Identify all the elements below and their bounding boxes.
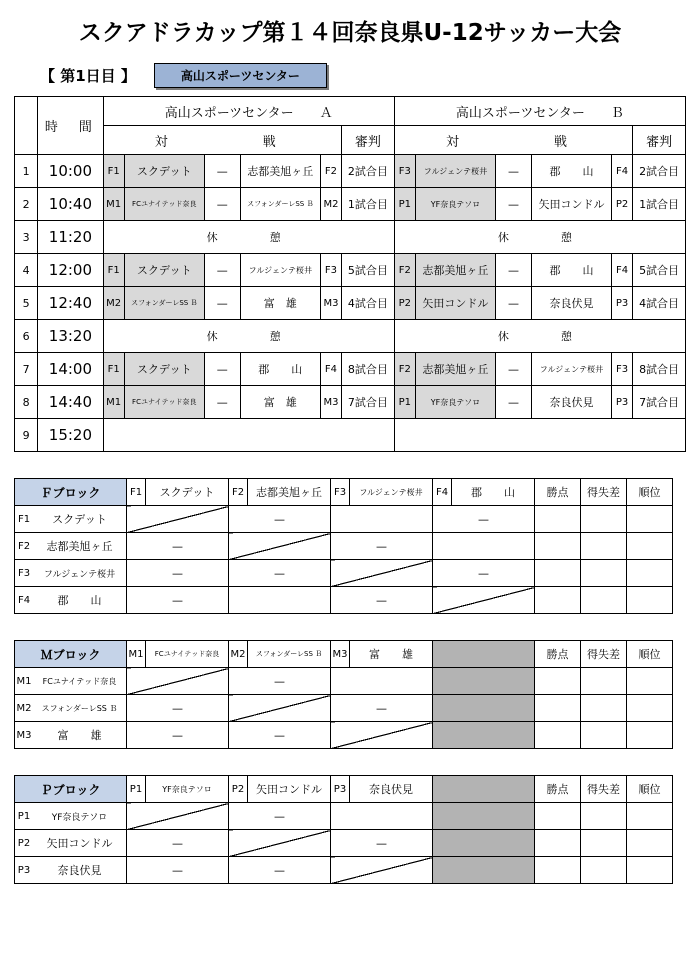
away-code: M2 bbox=[320, 188, 341, 221]
home-team: FCユナイテッド奈良 bbox=[124, 386, 204, 419]
home-code: F2 bbox=[394, 254, 415, 287]
block-column-team: 富 雄 bbox=[369, 648, 413, 661]
home-code: P1 bbox=[394, 188, 415, 221]
away-code: F3 bbox=[612, 353, 633, 386]
col-header-court-a: 高山スポーツセンター Ａ bbox=[103, 97, 394, 126]
away-team: 奈良伏見 bbox=[531, 386, 611, 419]
block-column-code: P1 bbox=[127, 776, 146, 802]
home-team: フルジェンテ桜井 bbox=[415, 155, 495, 188]
block-row-header bbox=[15, 803, 127, 830]
block-stat-cell bbox=[535, 587, 581, 614]
block-column-team: YF奈良テソロ bbox=[162, 784, 212, 794]
row-number: 8 bbox=[15, 386, 38, 419]
score-dash: — bbox=[204, 155, 240, 188]
block-row-code: F2 bbox=[17, 540, 31, 552]
home-code: M2 bbox=[103, 287, 124, 320]
block-row-header bbox=[15, 830, 127, 857]
venue-badge: 高山スポーツセンター bbox=[154, 63, 327, 88]
block-stat-cell bbox=[627, 668, 673, 695]
block-result-cell bbox=[331, 668, 433, 695]
block-column-code: P2 bbox=[229, 776, 248, 802]
block-row-code: F3 bbox=[17, 567, 31, 579]
block-row-header bbox=[15, 695, 127, 722]
referee-cell: 2試合目 bbox=[341, 155, 394, 188]
block-column-header bbox=[229, 776, 331, 803]
block-self-cell bbox=[127, 506, 229, 533]
tournament-schedule-page bbox=[0, 14, 700, 974]
row-number: 1 bbox=[15, 155, 38, 188]
block-blank-cell bbox=[433, 722, 535, 749]
block-stat-cell bbox=[535, 830, 581, 857]
block-blank-cell bbox=[433, 857, 535, 884]
block-self-cell bbox=[331, 857, 433, 884]
block-row-code: M1 bbox=[16, 675, 32, 687]
block-row-header bbox=[15, 722, 127, 749]
block-table-wrapper bbox=[0, 478, 700, 614]
block-table bbox=[14, 478, 673, 614]
home-team: スクデット bbox=[124, 155, 204, 188]
empty-cell bbox=[103, 419, 394, 452]
away-team: フルジェンテ桜井 bbox=[531, 353, 611, 386]
block-row-team: YF奈良テソロ bbox=[51, 812, 108, 823]
block-row-team: スフォンダーレSS Ｂ bbox=[41, 703, 118, 713]
block-result-cell: — bbox=[127, 587, 229, 614]
block-row-code: P1 bbox=[17, 810, 31, 822]
block-stat-header: 勝点 bbox=[535, 776, 581, 803]
block-column-code: F3 bbox=[331, 479, 350, 505]
row-time: 11:20 bbox=[38, 221, 103, 254]
block-row-team: 郡 山 bbox=[57, 594, 102, 607]
block-self-cell bbox=[229, 830, 331, 857]
block-result-cell bbox=[229, 587, 331, 614]
home-code: M1 bbox=[103, 188, 124, 221]
block-stat-cell bbox=[627, 560, 673, 587]
away-team: フルジェンテ桜井 bbox=[240, 254, 320, 287]
home-team: スクデット bbox=[124, 353, 204, 386]
row-time: 15:20 bbox=[38, 419, 103, 452]
referee-cell: 1試合目 bbox=[341, 188, 394, 221]
block-stat-cell bbox=[581, 506, 627, 533]
block-column-team: スクデット bbox=[159, 486, 215, 499]
schedule-table bbox=[14, 96, 686, 452]
referee-cell: 4試合目 bbox=[341, 287, 394, 320]
block-column-team: 志都美旭ヶ丘 bbox=[256, 486, 322, 499]
block-column-header bbox=[433, 641, 535, 668]
block-tables bbox=[0, 478, 700, 884]
block-result-cell: — bbox=[127, 533, 229, 560]
row-time: 14:40 bbox=[38, 386, 103, 419]
away-code: F4 bbox=[612, 155, 633, 188]
schedule-row bbox=[15, 155, 686, 188]
block-column-code: M2 bbox=[229, 641, 248, 667]
block-header-row bbox=[15, 479, 673, 506]
block-stat-cell bbox=[581, 857, 627, 884]
block-column-code: F1 bbox=[127, 479, 146, 505]
home-team: スフォンダーレSS Ｂ bbox=[124, 287, 204, 320]
empty-cell bbox=[394, 419, 685, 452]
home-team: 志都美旭ヶ丘 bbox=[415, 254, 495, 287]
block-blank-cell bbox=[433, 668, 535, 695]
row-number: 6 bbox=[15, 320, 38, 353]
home-team: 矢田コンドル bbox=[415, 287, 495, 320]
block-result-cell: — bbox=[127, 695, 229, 722]
block-result-cell: — bbox=[229, 560, 331, 587]
block-result-cell: — bbox=[127, 722, 229, 749]
score-dash: — bbox=[496, 353, 532, 386]
block-self-cell bbox=[229, 695, 331, 722]
block-column-team: 郡 山 bbox=[471, 486, 515, 499]
col-header-match-a: 対 戦 bbox=[103, 126, 341, 155]
block-stat-cell bbox=[581, 560, 627, 587]
away-team: 郡 山 bbox=[240, 353, 320, 386]
block-column-team: FCユナイテッド奈良 bbox=[154, 650, 220, 658]
block-column-header bbox=[229, 641, 331, 668]
block-blank-cell bbox=[433, 695, 535, 722]
referee-cell: 5試合目 bbox=[341, 254, 394, 287]
col-header-referee-a: 審判 bbox=[341, 126, 394, 155]
block-result-cell: — bbox=[229, 857, 331, 884]
away-team: 郡 山 bbox=[531, 254, 611, 287]
block-row-code: P3 bbox=[17, 864, 31, 876]
block-table bbox=[14, 775, 673, 884]
row-time: 12:00 bbox=[38, 254, 103, 287]
page-title: スクアドラカップ第１４回奈良県U-12サッカー大会 bbox=[78, 20, 622, 46]
block-row-team: 志都美旭ヶ丘 bbox=[46, 540, 113, 553]
home-team: FCユナイテッド奈良 bbox=[124, 188, 204, 221]
block-stat-cell bbox=[581, 803, 627, 830]
away-team: 奈良伏見 bbox=[531, 287, 611, 320]
row-number: 2 bbox=[15, 188, 38, 221]
block-result-cell: — bbox=[331, 830, 433, 857]
block-row-team: FCユナイテッド奈良 bbox=[42, 676, 117, 686]
home-team: スクデット bbox=[124, 254, 204, 287]
block-row-header bbox=[15, 857, 127, 884]
block-result-cell bbox=[433, 533, 535, 560]
block-stat-cell bbox=[581, 533, 627, 560]
block-result-cell: — bbox=[331, 695, 433, 722]
row-time: 14:00 bbox=[38, 353, 103, 386]
away-team: 富 雄 bbox=[240, 386, 320, 419]
schedule-row bbox=[15, 419, 686, 452]
block-column-team: 奈良伏見 bbox=[369, 783, 413, 796]
block-self-cell bbox=[127, 803, 229, 830]
block-column-code: M3 bbox=[331, 641, 350, 667]
away-code: M3 bbox=[320, 386, 341, 419]
block-stat-cell bbox=[535, 803, 581, 830]
block-blank-cell bbox=[433, 803, 535, 830]
block-column-header bbox=[331, 641, 433, 668]
schedule-header-row-2 bbox=[15, 126, 686, 155]
block-stat-cell bbox=[535, 506, 581, 533]
block-result-cell: — bbox=[433, 560, 535, 587]
away-code: F4 bbox=[612, 254, 633, 287]
block-row-header bbox=[15, 533, 127, 560]
block-self-cell bbox=[433, 587, 535, 614]
block-table-wrapper bbox=[0, 640, 700, 749]
block-row bbox=[15, 668, 673, 695]
row-time: 10:40 bbox=[38, 188, 103, 221]
score-dash: — bbox=[204, 353, 240, 386]
referee-cell: 5試合目 bbox=[633, 254, 686, 287]
away-code: M3 bbox=[320, 287, 341, 320]
block-column-header bbox=[229, 479, 331, 506]
block-column-header bbox=[127, 641, 229, 668]
block-result-cell: — bbox=[127, 857, 229, 884]
away-team: 郡 山 bbox=[531, 155, 611, 188]
referee-cell: 7試合目 bbox=[341, 386, 394, 419]
away-code: P3 bbox=[612, 386, 633, 419]
home-code: M1 bbox=[103, 386, 124, 419]
block-stat-cell bbox=[581, 830, 627, 857]
block-stat-header: 得失差 bbox=[581, 641, 627, 668]
block-row bbox=[15, 722, 673, 749]
score-dash: — bbox=[496, 155, 532, 188]
block-self-cell bbox=[229, 533, 331, 560]
home-code: F2 bbox=[394, 353, 415, 386]
block-row bbox=[15, 695, 673, 722]
referee-cell: 1試合目 bbox=[633, 188, 686, 221]
score-dash: — bbox=[496, 188, 532, 221]
block-stat-cell bbox=[581, 668, 627, 695]
block-column-team: 矢田コンドル bbox=[256, 783, 322, 796]
block-row-team: 矢田コンドル bbox=[46, 837, 113, 850]
block-stat-header: 勝点 bbox=[535, 641, 581, 668]
block-blank-cell bbox=[433, 830, 535, 857]
block-column-header bbox=[331, 479, 433, 506]
block-row-team: 富 雄 bbox=[57, 729, 102, 742]
home-code: F3 bbox=[394, 155, 415, 188]
block-column-header bbox=[127, 479, 229, 506]
block-stat-cell bbox=[627, 722, 673, 749]
block-stat-cell bbox=[535, 857, 581, 884]
block-stat-header: 得失差 bbox=[581, 776, 627, 803]
referee-cell: 8試合目 bbox=[341, 353, 394, 386]
row-number: 9 bbox=[15, 419, 38, 452]
schedule-row bbox=[15, 287, 686, 320]
block-stat-cell bbox=[627, 803, 673, 830]
away-code: F3 bbox=[320, 254, 341, 287]
block-self-cell bbox=[127, 668, 229, 695]
schedule-row bbox=[15, 320, 686, 353]
block-stat-cell bbox=[535, 560, 581, 587]
score-dash: — bbox=[496, 254, 532, 287]
away-team: 志都美旭ヶ丘 bbox=[240, 155, 320, 188]
block-stat-cell bbox=[627, 695, 673, 722]
col-header-court-b: 高山スポーツセンター Ｂ bbox=[394, 97, 685, 126]
row-number: 5 bbox=[15, 287, 38, 320]
block-row-code: M2 bbox=[16, 702, 32, 714]
col-header-number bbox=[15, 97, 38, 155]
block-column-header bbox=[433, 479, 535, 506]
block-row bbox=[15, 506, 673, 533]
rest-cell: 休 憩 bbox=[103, 221, 394, 254]
score-dash: — bbox=[204, 254, 240, 287]
block-row-header bbox=[15, 506, 127, 533]
row-number: 3 bbox=[15, 221, 38, 254]
block-stat-cell bbox=[535, 533, 581, 560]
block-result-cell: — bbox=[229, 506, 331, 533]
block-row-team: スクデット bbox=[52, 513, 107, 526]
block-header-row bbox=[15, 776, 673, 803]
block-table bbox=[14, 640, 673, 749]
block-row bbox=[15, 857, 673, 884]
schedule-row bbox=[15, 188, 686, 221]
block-result-cell: — bbox=[331, 587, 433, 614]
block-stat-header: 順位 bbox=[627, 479, 673, 506]
block-row bbox=[15, 587, 673, 614]
home-code: P2 bbox=[394, 287, 415, 320]
block-stat-cell bbox=[627, 830, 673, 857]
block-stat-header: 得失差 bbox=[581, 479, 627, 506]
score-dash: — bbox=[204, 188, 240, 221]
row-time: 13:20 bbox=[38, 320, 103, 353]
home-team: YF奈良テソロ bbox=[415, 188, 495, 221]
block-column-header bbox=[433, 776, 535, 803]
block-result-cell bbox=[331, 803, 433, 830]
row-time: 12:40 bbox=[38, 287, 103, 320]
home-team: YF奈良テソロ bbox=[415, 386, 495, 419]
block-self-cell bbox=[331, 722, 433, 749]
block-stat-cell bbox=[627, 857, 673, 884]
block-self-cell bbox=[331, 560, 433, 587]
row-number: 7 bbox=[15, 353, 38, 386]
block-stat-cell bbox=[535, 722, 581, 749]
block-stat-header: 順位 bbox=[627, 641, 673, 668]
block-column-code: P3 bbox=[331, 776, 350, 802]
away-code: F2 bbox=[320, 155, 341, 188]
block-result-cell: — bbox=[433, 506, 535, 533]
away-code: P2 bbox=[612, 188, 633, 221]
block-column-code: F2 bbox=[229, 479, 248, 505]
schedule-row bbox=[15, 254, 686, 287]
block-stat-cell bbox=[581, 722, 627, 749]
block-column-team: スフォンダーレSS Ｂ bbox=[255, 650, 323, 658]
block-row-code: M3 bbox=[16, 729, 32, 741]
away-team: 矢田コンドル bbox=[531, 188, 611, 221]
block-stat-header: 順位 bbox=[627, 776, 673, 803]
referee-cell: 4試合目 bbox=[633, 287, 686, 320]
away-team: スフォンダーレSS Ｂ bbox=[240, 188, 320, 221]
block-stat-cell bbox=[581, 587, 627, 614]
row-time: 10:00 bbox=[38, 155, 103, 188]
block-row-header bbox=[15, 587, 127, 614]
col-header-match-b: 対 戦 bbox=[394, 126, 632, 155]
col-header-time: 時 間 bbox=[38, 97, 103, 155]
schedule-row bbox=[15, 221, 686, 254]
home-code: F1 bbox=[103, 254, 124, 287]
block-result-cell: — bbox=[127, 560, 229, 587]
block-row bbox=[15, 803, 673, 830]
block-column-code: F4 bbox=[433, 479, 452, 505]
row-number: 4 bbox=[15, 254, 38, 287]
block-result-cell: — bbox=[331, 533, 433, 560]
schedule-row bbox=[15, 386, 686, 419]
block-row bbox=[15, 533, 673, 560]
block-stat-cell bbox=[535, 695, 581, 722]
home-code: F1 bbox=[103, 353, 124, 386]
day-header bbox=[40, 63, 700, 88]
block-row-code: P2 bbox=[17, 837, 31, 849]
block-stat-cell bbox=[581, 695, 627, 722]
score-dash: — bbox=[204, 386, 240, 419]
schedule-header-row-1 bbox=[15, 97, 686, 126]
block-row-header bbox=[15, 668, 127, 695]
block-name: Ｆブロック bbox=[15, 479, 127, 506]
block-table-wrapper bbox=[0, 775, 700, 884]
score-dash: — bbox=[496, 287, 532, 320]
home-team: 志都美旭ヶ丘 bbox=[415, 353, 495, 386]
block-column-code: M1 bbox=[127, 641, 146, 667]
away-team: 富 雄 bbox=[240, 287, 320, 320]
away-code: F4 bbox=[320, 353, 341, 386]
col-header-referee-b: 審判 bbox=[633, 126, 686, 155]
block-result-cell: — bbox=[127, 830, 229, 857]
block-row-team: フルジェンテ桜井 bbox=[43, 569, 116, 580]
home-code: F1 bbox=[103, 155, 124, 188]
block-row-header bbox=[15, 560, 127, 587]
block-result-cell bbox=[331, 506, 433, 533]
referee-cell: 2試合目 bbox=[633, 155, 686, 188]
block-stat-cell bbox=[627, 587, 673, 614]
block-stat-cell bbox=[535, 668, 581, 695]
block-column-header bbox=[331, 776, 433, 803]
referee-cell: 7試合目 bbox=[633, 386, 686, 419]
away-code: P3 bbox=[612, 287, 633, 320]
block-stat-cell bbox=[627, 506, 673, 533]
rest-cell: 休 憩 bbox=[394, 221, 685, 254]
score-dash: — bbox=[204, 287, 240, 320]
block-column-header bbox=[127, 776, 229, 803]
block-name: Ｍブロック bbox=[15, 641, 127, 668]
block-column-team: フルジェンテ桜井 bbox=[359, 487, 423, 497]
day-label: 【 第1日目 】 bbox=[40, 67, 136, 85]
block-row-code: F1 bbox=[17, 513, 31, 525]
block-stat-header: 勝点 bbox=[535, 479, 581, 506]
block-row bbox=[15, 560, 673, 587]
rest-cell: 休 憩 bbox=[103, 320, 394, 353]
block-header-row bbox=[15, 641, 673, 668]
home-code: P1 bbox=[394, 386, 415, 419]
rest-cell: 休 憩 bbox=[394, 320, 685, 353]
block-row bbox=[15, 830, 673, 857]
schedule-row bbox=[15, 353, 686, 386]
block-row-team: 奈良伏見 bbox=[57, 864, 102, 877]
block-name: Ｐブロック bbox=[15, 776, 127, 803]
referee-cell: 8試合目 bbox=[633, 353, 686, 386]
block-row-code: F4 bbox=[17, 594, 31, 606]
block-result-cell: — bbox=[229, 722, 331, 749]
block-result-cell: — bbox=[229, 803, 331, 830]
score-dash: — bbox=[496, 386, 532, 419]
block-result-cell: — bbox=[229, 668, 331, 695]
block-stat-cell bbox=[627, 533, 673, 560]
